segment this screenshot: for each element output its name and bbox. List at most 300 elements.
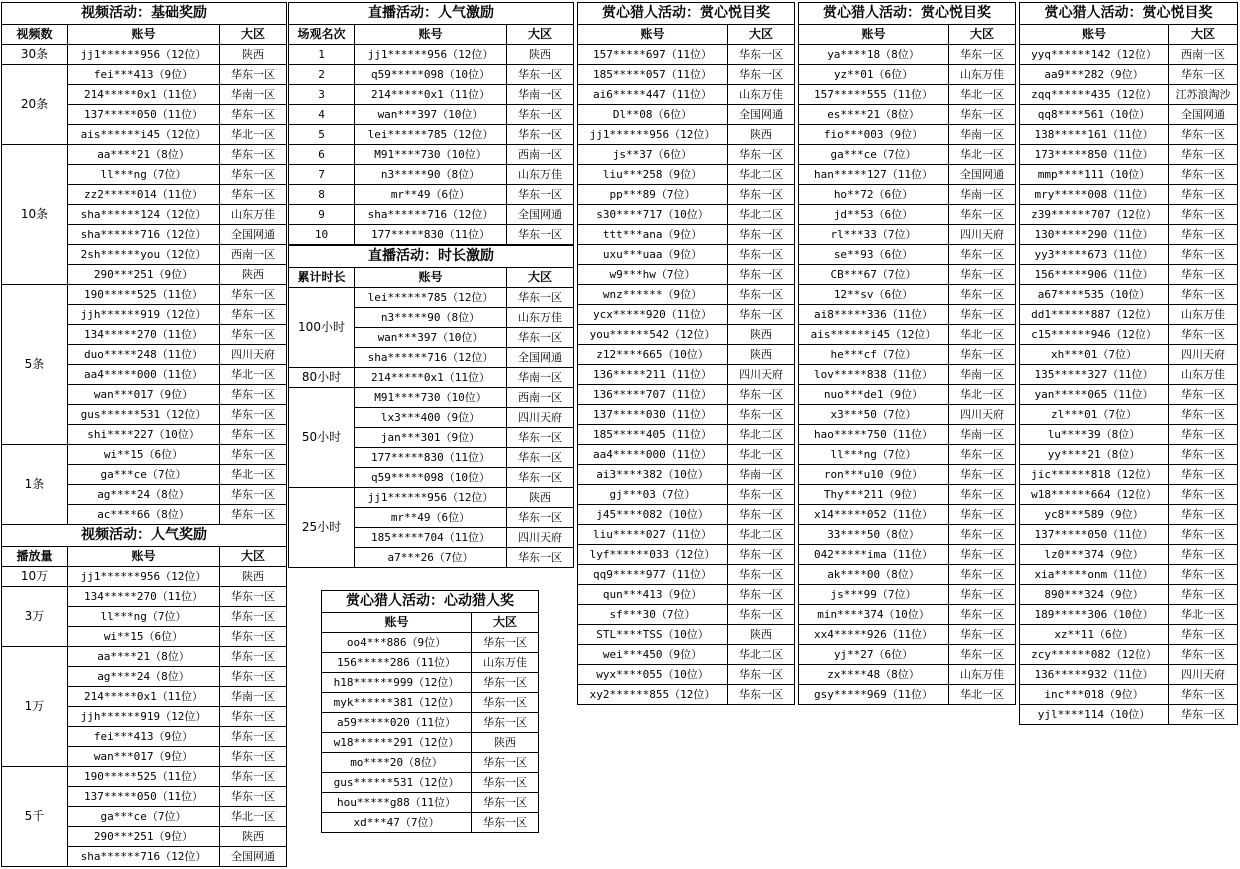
- table-row: [289, 388, 574, 408]
- account-cell: 177*****830（11位）: [355, 448, 507, 468]
- region-cell: 华东一区: [728, 65, 795, 85]
- account-cell: M91****730（10位）: [355, 145, 507, 165]
- column-header: 播放量: [2, 547, 68, 567]
- region-cell: 山东万佳: [507, 308, 574, 328]
- region-cell: 华东一区: [507, 225, 574, 245]
- rank-cell: 2: [289, 65, 355, 85]
- region-cell: 陕西: [220, 265, 287, 285]
- region-cell: 华东一区: [220, 145, 287, 165]
- table-row: [289, 125, 574, 145]
- table-row: [799, 345, 1016, 365]
- table-row: [1020, 305, 1238, 325]
- region-cell: 华东一区: [507, 328, 574, 348]
- account-cell: jj1******956（12位）: [68, 45, 220, 65]
- region-cell: 华东一区: [1169, 525, 1238, 545]
- column-header: 大区: [220, 547, 287, 567]
- table-row: [322, 773, 539, 793]
- column-header: 大区: [949, 25, 1016, 45]
- account-cell: jjh******919（12位）: [68, 707, 220, 727]
- account-cell: jd**53（6位）: [799, 205, 949, 225]
- account-cell: ll***ng（7位）: [799, 445, 949, 465]
- region-cell: 山东万佳: [728, 85, 795, 105]
- account-cell: jj1******956（12位）: [355, 488, 507, 508]
- account-cell: duo*****248（11位）: [68, 345, 220, 365]
- account-cell: aa9***282（9位）: [1020, 65, 1169, 85]
- region-cell: 全国网通: [728, 105, 795, 125]
- region-cell: 华东一区: [507, 508, 574, 528]
- account-cell: wei***450（9位）: [578, 645, 728, 665]
- table-row: [799, 465, 1016, 485]
- account-cell: oo4***886（9位）: [322, 633, 472, 653]
- account-cell: qq8****561（10位）: [1020, 105, 1169, 125]
- region-cell: 陕西: [507, 488, 574, 508]
- account-cell: w18******291（12位）: [322, 733, 472, 753]
- group-label: 10万: [2, 567, 68, 587]
- region-cell: 华东一区: [1169, 565, 1238, 585]
- table-row: [2, 767, 287, 787]
- region-cell: 华南一区: [949, 365, 1016, 385]
- table-body: [322, 633, 539, 833]
- table-row: [799, 385, 1016, 405]
- table-row: [1020, 325, 1238, 345]
- account-cell: x3***50（7位）: [799, 405, 949, 425]
- region-cell: 山东万佳: [220, 205, 287, 225]
- table-row: [799, 425, 1016, 445]
- account-cell: lx3***400（9位）: [355, 408, 507, 428]
- table-row: [289, 165, 574, 185]
- region-cell: 华北一区: [220, 465, 287, 485]
- account-cell: 136*****932（11位）: [1020, 665, 1169, 685]
- region-cell: 全国网通: [1169, 105, 1238, 125]
- table-row: [289, 488, 574, 508]
- account-cell: liu***258（9位）: [578, 165, 728, 185]
- region-cell: 华东一区: [1169, 505, 1238, 525]
- region-cell: 华东一区: [1169, 585, 1238, 605]
- account-cell: a7***26（7位）: [355, 548, 507, 568]
- table-row: [799, 445, 1016, 465]
- account-cell: 290***251（9位）: [68, 265, 220, 285]
- region-cell: 华东一区: [728, 405, 795, 425]
- region-cell: 陕西: [728, 345, 795, 365]
- region-cell: 华东一区: [728, 585, 795, 605]
- region-cell: 华东一区: [220, 285, 287, 305]
- account-cell: he***cf（7位）: [799, 345, 949, 365]
- account-cell: z12****665（10位）: [578, 345, 728, 365]
- table-row: [799, 225, 1016, 245]
- table-row: [578, 145, 795, 165]
- table-row: [322, 653, 539, 673]
- account-cell: xz**11（6位）: [1020, 625, 1169, 645]
- account-cell: wan***017（9位）: [68, 385, 220, 405]
- account-cell: ll***ng（7位）: [68, 607, 220, 627]
- table-row: [578, 485, 795, 505]
- hunter-pleasing-award-table-2: [798, 2, 1016, 705]
- region-cell: 华北一区: [220, 125, 287, 145]
- table-row: [799, 405, 1016, 425]
- account-cell: c15******946（12位）: [1020, 325, 1169, 345]
- live-popularity-incentive-table: [288, 2, 574, 245]
- region-cell: 山东万佳: [507, 165, 574, 185]
- region-cell: 华东一区: [220, 767, 287, 787]
- account-cell: xx4*****926（11位）: [799, 625, 949, 645]
- table-row: [578, 125, 795, 145]
- table-row: [322, 693, 539, 713]
- column-header: 大区: [220, 25, 287, 45]
- account-cell: q59*****098（10位）: [355, 468, 507, 488]
- account-cell: shi****227（10位）: [68, 425, 220, 445]
- account-cell: js**37（6位）: [578, 145, 728, 165]
- group-label: 25小时: [289, 488, 355, 568]
- region-cell: 华东一区: [728, 605, 795, 625]
- hunter-pleasing-award-table-3: [1019, 2, 1238, 725]
- region-cell: 华东一区: [1169, 405, 1238, 425]
- account-cell: xd***47（7位）: [322, 813, 472, 833]
- region-cell: 华南一区: [949, 185, 1016, 205]
- table-row: [1020, 45, 1238, 65]
- region-cell: 华东一区: [507, 105, 574, 125]
- account-cell: rl***33（7位）: [799, 225, 949, 245]
- account-cell: min****374（10位）: [799, 605, 949, 625]
- table-row: [799, 645, 1016, 665]
- region-cell: 华东一区: [472, 673, 539, 693]
- account-cell: mo****20（8位）: [322, 753, 472, 773]
- rank-cell: 10: [289, 225, 355, 245]
- table-row: [1020, 405, 1238, 425]
- table-row: [1020, 65, 1238, 85]
- table-row: [1020, 585, 1238, 605]
- account-cell: xia*****onm（11位）: [1020, 565, 1169, 585]
- region-cell: 华东一区: [472, 793, 539, 813]
- rank-cell: 3: [289, 85, 355, 105]
- table-row: [289, 205, 574, 225]
- table-row: [1020, 345, 1238, 365]
- account-cell: 33****50（8位）: [799, 525, 949, 545]
- table-row: [578, 225, 795, 245]
- account-cell: lyf******033（12位）: [578, 545, 728, 565]
- region-cell: 华东一区: [949, 645, 1016, 665]
- region-cell: 华东一区: [1169, 385, 1238, 405]
- table-row: [578, 505, 795, 525]
- region-cell: 山东万佳: [1169, 305, 1238, 325]
- region-cell: 陕西: [472, 733, 539, 753]
- region-cell: 华北二区: [728, 165, 795, 185]
- region-cell: 华东一区: [1169, 705, 1238, 725]
- account-cell: 138*****161（11位）: [1020, 125, 1169, 145]
- table-row: [289, 368, 574, 388]
- table-row: [799, 245, 1016, 265]
- account-cell: 130*****290（11位）: [1020, 225, 1169, 245]
- account-cell: dd1******887（12位）: [1020, 305, 1169, 325]
- region-cell: 华东一区: [949, 205, 1016, 225]
- region-cell: 华东一区: [507, 468, 574, 488]
- account-cell: ais******i45（12位）: [799, 325, 949, 345]
- table-row: [799, 265, 1016, 285]
- account-cell: liu*****027（11位）: [578, 525, 728, 545]
- account-cell: STL****TSS（10位）: [578, 625, 728, 645]
- account-cell: qq9*****977（11位）: [578, 565, 728, 585]
- region-cell: 华东一区: [1169, 145, 1238, 165]
- region-cell: 陕西: [220, 45, 287, 65]
- region-cell: 华东一区: [728, 45, 795, 65]
- table-row: [1020, 685, 1238, 705]
- region-cell: 华东一区: [220, 627, 287, 647]
- region-cell: 华东一区: [949, 545, 1016, 565]
- region-cell: 陕西: [220, 827, 287, 847]
- table-row: [322, 673, 539, 693]
- account-cell: xy2******855（12位）: [578, 685, 728, 705]
- account-cell: 214*****0x1（11位）: [68, 85, 220, 105]
- table-row: [799, 125, 1016, 145]
- account-cell: wnz******（9位）: [578, 285, 728, 305]
- region-cell: 华东一区: [728, 265, 795, 285]
- account-cell: ga***ce（7位）: [68, 807, 220, 827]
- region-cell: 华东一区: [220, 485, 287, 505]
- table-row: [578, 85, 795, 105]
- group-label: 5千: [2, 767, 68, 867]
- group-label: 100小时: [289, 288, 355, 368]
- account-cell: z39******707（12位）: [1020, 205, 1169, 225]
- account-cell: 137*****030（11位）: [578, 405, 728, 425]
- table-row: [578, 665, 795, 685]
- region-cell: 华东一区: [220, 787, 287, 807]
- table-row: [799, 185, 1016, 205]
- table-row: [1020, 425, 1238, 445]
- table-row: [799, 205, 1016, 225]
- table-row: [1020, 385, 1238, 405]
- account-cell: sha******716（12位）: [68, 847, 220, 867]
- region-cell: 华东一区: [507, 548, 574, 568]
- table-body: [289, 45, 574, 245]
- table-row: [799, 65, 1016, 85]
- region-cell: 华东一区: [949, 265, 1016, 285]
- table-row: [578, 625, 795, 645]
- account-cell: lu****39（8位）: [1020, 425, 1169, 445]
- account-cell: mr**49（6位）: [355, 185, 507, 205]
- table-row: [2, 45, 287, 65]
- column-header: 账号: [799, 25, 949, 45]
- table-row: [1020, 265, 1238, 285]
- region-cell: 华东一区: [949, 245, 1016, 265]
- account-cell: qun***413（9位）: [578, 585, 728, 605]
- table-row: [799, 505, 1016, 525]
- table-row: [578, 265, 795, 285]
- table-row: [799, 605, 1016, 625]
- table-row: [799, 165, 1016, 185]
- region-cell: 华东一区: [472, 773, 539, 793]
- account-cell: jj1******956（12位）: [355, 45, 507, 65]
- table-row: [1020, 185, 1238, 205]
- account-cell: yan*****065（11位）: [1020, 385, 1169, 405]
- account-cell: n3*****90（8位）: [355, 308, 507, 328]
- table-row: [1020, 365, 1238, 385]
- table-row: [1020, 545, 1238, 565]
- table-row: [1020, 465, 1238, 485]
- account-cell: 177*****830（11位）: [355, 225, 507, 245]
- account-cell: jic******818（12位）: [1020, 465, 1169, 485]
- table-row: [2, 65, 287, 85]
- region-cell: 华东一区: [949, 565, 1016, 585]
- region-cell: 华南一区: [728, 465, 795, 485]
- account-cell: 190*****525（11位）: [68, 285, 220, 305]
- table-title: 赏心猎人活动：赏心悦目奖: [578, 3, 795, 25]
- region-cell: 华北一区: [949, 145, 1016, 165]
- table-row: [578, 165, 795, 185]
- region-cell: 华东一区: [220, 105, 287, 125]
- region-cell: 华北二区: [728, 425, 795, 445]
- region-cell: 华东一区: [949, 465, 1016, 485]
- region-cell: 华东一区: [728, 225, 795, 245]
- table-title: 直播活动：时长激励: [289, 246, 574, 268]
- account-cell: ya****18（8位）: [799, 45, 949, 65]
- table-row: [578, 205, 795, 225]
- region-cell: 华北一区: [220, 365, 287, 385]
- region-cell: 华东一区: [507, 125, 574, 145]
- region-cell: 华东一区: [220, 505, 287, 525]
- region-cell: 华东一区: [728, 245, 795, 265]
- account-cell: gus******531（12位）: [68, 405, 220, 425]
- table-row: [289, 65, 574, 85]
- region-cell: 华东一区: [1169, 325, 1238, 345]
- column-header: 大区: [507, 268, 574, 288]
- group-label: 1万: [2, 647, 68, 767]
- account-cell: ycx*****920（11位）: [578, 305, 728, 325]
- account-cell: ai6*****447（11位）: [578, 85, 728, 105]
- account-cell: ron***u10（9位）: [799, 465, 949, 485]
- account-cell: fei***413（9位）: [68, 727, 220, 747]
- column-header: 视频数: [2, 25, 68, 45]
- region-cell: 华东一区: [472, 713, 539, 733]
- account-cell: hao*****750（11位）: [799, 425, 949, 445]
- table-row: [799, 565, 1016, 585]
- region-cell: 华东一区: [507, 288, 574, 308]
- account-cell: fio***003（9位）: [799, 125, 949, 145]
- account-cell: lz0***374（9位）: [1020, 545, 1169, 565]
- table-row: [799, 585, 1016, 605]
- account-cell: aa4*****000（11位）: [68, 365, 220, 385]
- account-cell: 214*****0x1（11位）: [355, 85, 507, 105]
- region-cell: 华东一区: [472, 753, 539, 773]
- account-cell: gsy*****969（11位）: [799, 685, 949, 705]
- table-row: [2, 445, 287, 465]
- account-cell: a67****535（10位）: [1020, 285, 1169, 305]
- region-cell: 华南一区: [507, 368, 574, 388]
- table-row: [1020, 245, 1238, 265]
- region-cell: 华东一区: [949, 485, 1016, 505]
- table-title: 赏心猎人活动：赏心悦目奖: [1020, 3, 1238, 25]
- region-cell: 四川天府: [949, 225, 1016, 245]
- region-cell: 华东一区: [949, 585, 1016, 605]
- table-row: [289, 85, 574, 105]
- table-row: [322, 633, 539, 653]
- region-cell: 华东一区: [472, 693, 539, 713]
- table-body: [289, 288, 574, 568]
- account-cell: inc***018（9位）: [1020, 685, 1169, 705]
- table-row: [799, 525, 1016, 545]
- table-row: [578, 345, 795, 365]
- account-cell: zcy******082（12位）: [1020, 645, 1169, 665]
- table-row: [289, 145, 574, 165]
- group-label: 10条: [2, 145, 68, 285]
- account-cell: ac****66（8位）: [68, 505, 220, 525]
- region-cell: 华东一区: [220, 647, 287, 667]
- account-cell: aa****21（8位）: [68, 145, 220, 165]
- account-cell: mry*****008（11位）: [1020, 185, 1169, 205]
- region-cell: 华东一区: [220, 425, 287, 445]
- region-cell: 西南一区: [1169, 45, 1238, 65]
- account-cell: yyq******142（12位）: [1020, 45, 1169, 65]
- region-cell: 华东一区: [472, 633, 539, 653]
- table-row: [322, 733, 539, 753]
- region-cell: 华东一区: [728, 665, 795, 685]
- region-cell: 华东一区: [1169, 485, 1238, 505]
- region-cell: 山东万佳: [949, 665, 1016, 685]
- account-cell: M91****730（10位）: [355, 388, 507, 408]
- table-title: 视频活动：基础奖励: [2, 3, 287, 25]
- group-label: 1条: [2, 445, 68, 525]
- account-cell: ll***ng（7位）: [68, 165, 220, 185]
- account-cell: jj1******956（12位）: [578, 125, 728, 145]
- region-cell: 陕西: [728, 325, 795, 345]
- column-header: 大区: [728, 25, 795, 45]
- region-cell: 山东万佳: [1169, 365, 1238, 385]
- account-cell: 185*****704（11位）: [355, 528, 507, 548]
- region-cell: 华东一区: [1169, 125, 1238, 145]
- account-cell: zx****48（8位）: [799, 665, 949, 685]
- account-cell: j45****082（10位）: [578, 505, 728, 525]
- account-cell: yy3*****673（11位）: [1020, 245, 1169, 265]
- region-cell: 陕西: [728, 625, 795, 645]
- column-header: 大区: [507, 25, 574, 45]
- account-cell: fei***413（9位）: [68, 65, 220, 85]
- account-cell: mr**49（6位）: [355, 508, 507, 528]
- account-cell: ag****24（8位）: [68, 485, 220, 505]
- rank-cell: 1: [289, 45, 355, 65]
- column-header: 账号: [322, 613, 472, 633]
- region-cell: 华东一区: [728, 185, 795, 205]
- region-cell: 华东一区: [1169, 625, 1238, 645]
- region-cell: 山东万佳: [949, 65, 1016, 85]
- region-cell: 四川天府: [220, 345, 287, 365]
- region-cell: 四川天府: [1169, 665, 1238, 685]
- account-cell: 156*****906（11位）: [1020, 265, 1169, 285]
- table-row: [1020, 205, 1238, 225]
- region-cell: 西南一区: [507, 388, 574, 408]
- region-cell: 四川天府: [949, 405, 1016, 425]
- account-cell: 12**sv（6位）: [799, 285, 949, 305]
- table-row: [799, 665, 1016, 685]
- region-cell: 华北一区: [1169, 605, 1238, 625]
- region-cell: 华东一区: [1169, 445, 1238, 465]
- account-cell: mmp****111（10位）: [1020, 165, 1169, 185]
- region-cell: 华东一区: [507, 448, 574, 468]
- table-row: [1020, 485, 1238, 505]
- video-popularity-award-table: [1, 524, 287, 867]
- account-cell: sha******716（12位）: [355, 205, 507, 225]
- account-cell: wan***397（10位）: [355, 105, 507, 125]
- account-cell: 042*****ima（11位）: [799, 545, 949, 565]
- table-row: [578, 525, 795, 545]
- region-cell: 华东一区: [220, 385, 287, 405]
- account-cell: lov*****838（11位）: [799, 365, 949, 385]
- account-cell: ai8*****336（11位）: [799, 305, 949, 325]
- table-row: [322, 753, 539, 773]
- account-cell: yc8***589（9位）: [1020, 505, 1169, 525]
- account-cell: ttt***ana（9位）: [578, 225, 728, 245]
- account-cell: se**93（6位）: [799, 245, 949, 265]
- region-cell: 华东一区: [220, 165, 287, 185]
- account-cell: es****21（8位）: [799, 105, 949, 125]
- region-cell: 陕西: [220, 567, 287, 587]
